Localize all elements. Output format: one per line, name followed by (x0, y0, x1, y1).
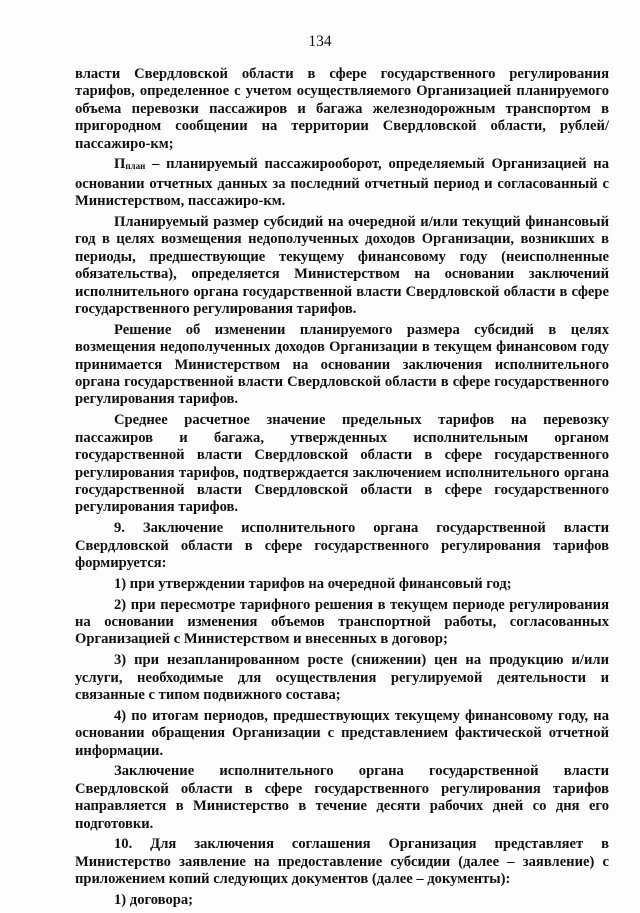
paragraph-12 (75, 836, 609, 888)
paragraph-text: 10. Для заключения соглашения Организация представляет в Министерство заявление на предоставление субсидии (далее – заявление) с приложением копий следующих документов (далее – документы): (75, 836, 609, 888)
paragraph-2 (75, 156, 609, 210)
paragraph-text: 1) договора; (114, 891, 194, 908)
document-body (75, 66, 609, 913)
paragraph-5 (75, 412, 609, 516)
paragraph-text: Решение об изменении планируемого размера субсидий в целях возмещения недополученных доходов Организации в текущем финансовом году принимается Министерством на основании заключения исполнительного органа государственной власти Свердловской области в сфере государственного регулирования тарифов. (75, 321, 609, 408)
paragraph-9 (75, 652, 609, 704)
paragraph-6 (75, 520, 609, 572)
formula-symbol: П (114, 156, 126, 173)
paragraph-text: – планируемый пассажирооборот, определяемый Организацией на основании отчетных данных за последний отчетный период и согласованный с Министерством, пассажиро-км. (75, 156, 609, 210)
formula-subscript: план (125, 161, 146, 172)
paragraph-13 (75, 892, 609, 909)
paragraph-text: 9. Заключение исполнительного органа государственной власти Свердловской области в сфере государственного регулирования тарифов формируется: (75, 520, 609, 571)
paragraph-4 (75, 322, 609, 409)
paragraph-text: 3) при незапланированном росте (снижении) цен на продукцию и/или услуги, необходимые для осуществления регулируемой деятельности и связанные с типом подвижного состава; (75, 652, 609, 703)
paragraph-text: Планируемый размер субсидий на очередной и/или текущий финансовый год в целях возмещения недополученных доходов Организации, возникших в периоды, предшествующие текущему финансовому году (неисполненные обязательства), определяется Министерством на основании заключений исполнительного органа государственной власти Свердловской области в сфере государственного регулирования тарифов. (75, 214, 609, 318)
paragraph-3 (75, 214, 609, 318)
paragraph-text: 2) при пересмотре тарифного решения в текущем периоде регулирования на основании изменения объемов транспортной работы, согласованных Организацией с Министерством и внесенных в договор; (75, 596, 609, 648)
page-number: 134 (308, 33, 332, 50)
paragraph-8 (75, 597, 609, 649)
paragraph-1 (75, 66, 609, 153)
paragraph-text: 4) по итогам периодов, предшествующих текущему финансовому году, на основании обращения Организации с представлением фактической отчетной информации. (75, 707, 609, 759)
paragraph-text: Среднее расчетное значение предельных тарифов на перевозку пассажиров и багажа, утвержденных исполнительным органом государственной власти Свердловской области в сфере государственного регулирования тарифов, подтверждается заключением исполнительного органа государственной власти Свердловской области в сфере государственного регулирования тарифов. (75, 412, 609, 516)
paragraph-11 (75, 763, 609, 833)
paragraph-text: 1) при утверждении тарифов на очередной финансовый год; (114, 575, 512, 592)
paragraph-7 (75, 576, 609, 593)
paragraph-10 (75, 708, 609, 760)
paragraph-text: власти Свердловской области в сфере государственного регулирования тарифов, определенное с учетом осуществляемого Организацией планируемого объема перевозки пассажиров и багажа железнодорожным транспортом в пригородном сообщении на территории Свердловской области, рублей/пассажиро-км; (75, 66, 609, 152)
paragraph-text: Заключение исполнительного органа государственной власти Свердловской области в сфере государственного регулирования тарифов направляется в Министерство в течение десяти рабочих дней со дня его подготовки. (75, 763, 609, 832)
